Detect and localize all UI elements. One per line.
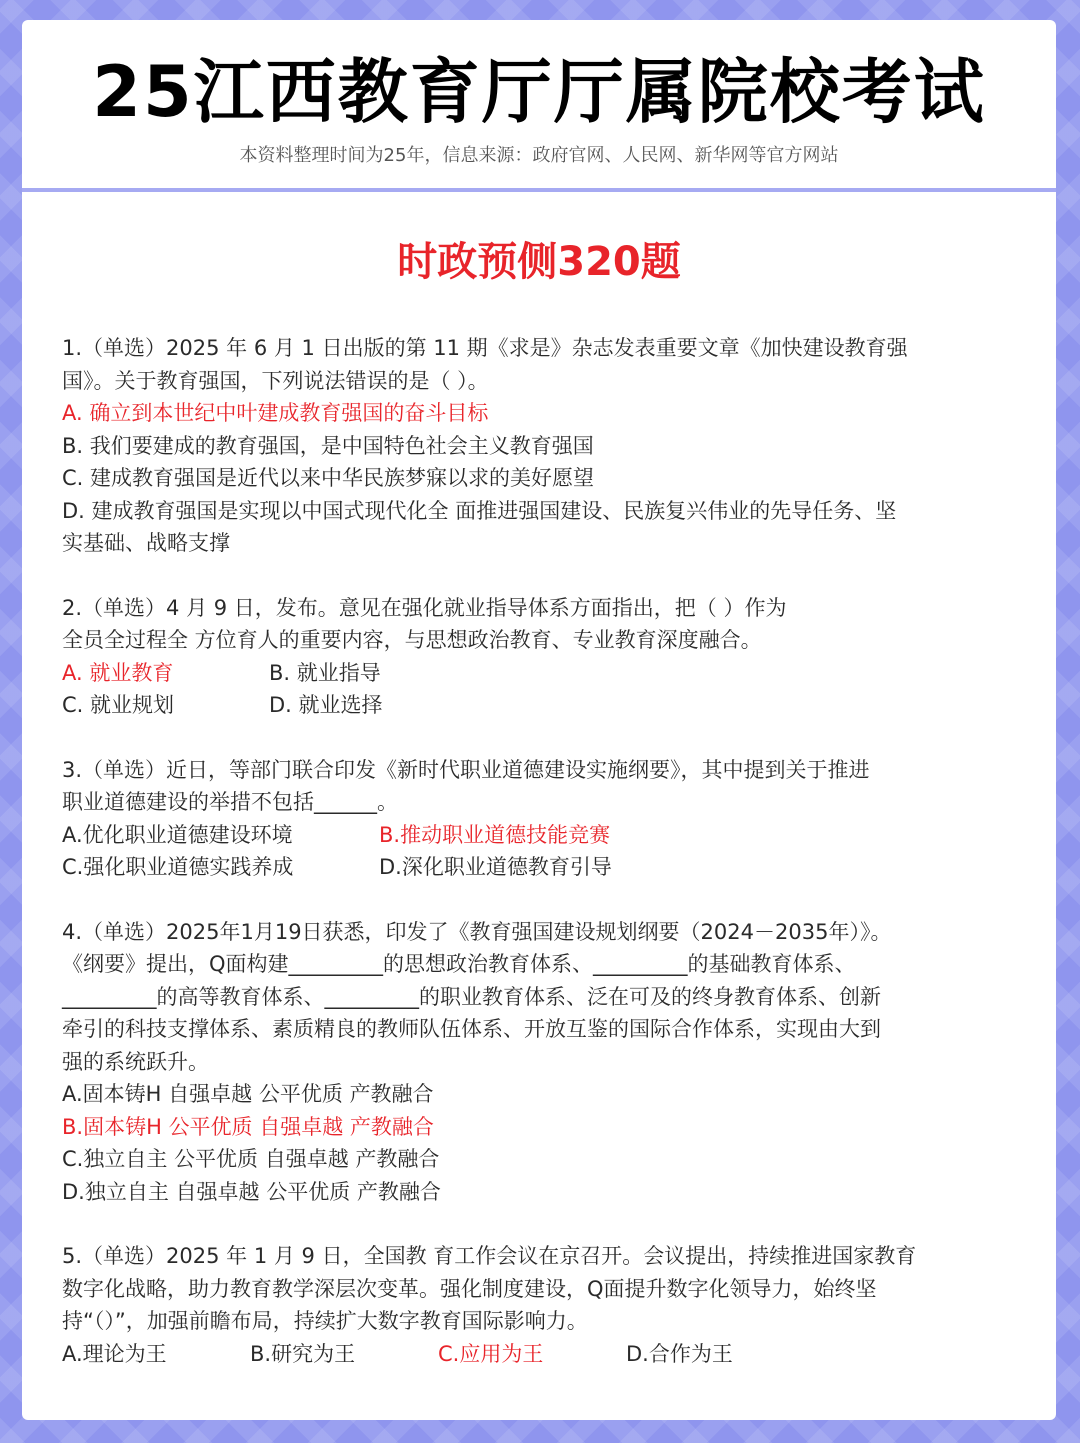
question-text-line: 职业道德建设的举措不包括______。 bbox=[62, 790, 398, 814]
question-text-line: 4.（单选）2025年1月19日获悉，印发了《教育强国建设规划纲要（2024－2035年）》。 bbox=[62, 919, 892, 944]
option-b: B. 我们要建成的教育强国，是中国特色社会主义教育强国 bbox=[62, 433, 594, 458]
question-text-line: 5.（单选）2025 年 1 月 9 日，全国教 育工作会议在京召开。会议提出，持续推进国家教育 bbox=[62, 1244, 917, 1268]
question-text-line: 强的系统跃升。 bbox=[62, 1049, 209, 1074]
option-b: B. 就业指导 bbox=[269, 660, 381, 685]
option-b: B.研究为王 bbox=[250, 1341, 356, 1366]
question-2 bbox=[62, 592, 1016, 722]
option-row bbox=[62, 689, 1016, 722]
option-d-continued: 实基础、战略支撑 bbox=[62, 531, 230, 555]
option-a: A.理论为王 bbox=[62, 1341, 167, 1366]
question-text-line: _________的高等教育体系、_________的职业教育体系、泛在可及的终身教育体系、创新 bbox=[62, 984, 881, 1009]
section-title: 时政预侧320题 bbox=[397, 239, 681, 285]
option-b-correct: B.固本铸H 公平优质 自强卓越 产教融合 bbox=[62, 1114, 434, 1139]
option-d: D. 就业选择 bbox=[269, 693, 383, 717]
question-3 bbox=[62, 754, 1016, 884]
question-1 bbox=[62, 332, 1016, 560]
page-card bbox=[22, 20, 1056, 1420]
question-text-line: 数字化战略，助力教育教学深层次变革。强化制度建设，Q面提升数字化领导力，始终坚 bbox=[62, 1276, 877, 1301]
question-5 bbox=[62, 1240, 1016, 1370]
question-list bbox=[22, 332, 1056, 1370]
option-b-correct: B.推动职业道德技能竞赛 bbox=[379, 822, 611, 847]
page-title: 25江西教育厅厅属院校考试 bbox=[92, 51, 986, 133]
option-c-correct: C.应用为王 bbox=[438, 1341, 544, 1366]
question-text-line: 牵引的科技支撑体系、素质精良的教师队伍体系、开放互鉴的国际合作体系，实现由大到 bbox=[62, 1017, 881, 1041]
option-d: D.深化职业道德教育引导 bbox=[379, 855, 612, 879]
option-c: C.强化职业道德实践养成 bbox=[62, 855, 294, 879]
option-c: C. 就业规划 bbox=[62, 693, 175, 717]
question-text-line: 2.（单选）4 月 9 日，发布。意见在强化就业指导体系方面指出，把（ ）作为 bbox=[62, 595, 787, 620]
option-c: C.独立自主 公平优质 自强卓越 产教融合 bbox=[62, 1147, 440, 1171]
option-row bbox=[62, 1338, 1016, 1371]
source-note: 本资料整理时间为25年，信息来源：政府官网、人民网、新华网等官方网站 bbox=[239, 145, 839, 166]
question-text-line: 《纲要》提出，Q面构建_________的思想政治教育体系、_________的基础教育体系、 bbox=[62, 952, 856, 976]
option-c: C. 建成教育强国是近代以来中华民族梦寐以求的美好愿望 bbox=[62, 466, 595, 490]
option-a: A.优化职业道德建设环境 bbox=[62, 822, 293, 847]
option-a-correct: A. 就业教育 bbox=[62, 660, 174, 685]
question-text-line: 国》。关于教育强国，下列说法错误的是（ ）。 bbox=[62, 368, 489, 393]
question-text-line: 全员全过程全 方位育人的重要内容，与思想政治教育、专业教育深度融合。 bbox=[62, 628, 762, 652]
question-text-line: 持“（）”，加强前瞻布局，持续扩大数字教育国际影响力。 bbox=[62, 1309, 588, 1333]
question-text-line: 1.（单选）2025 年 6 月 1 日出版的第 11 期《求是》杂志发表重要文章《加快建设教育强 bbox=[62, 336, 908, 360]
option-row bbox=[62, 819, 1016, 852]
header-divider bbox=[22, 188, 1056, 192]
option-a: A.固本铸H 自强卓越 公平优质 产教融合 bbox=[62, 1082, 434, 1106]
option-d: D.独立自主 自强卓越 公平优质 产教融合 bbox=[62, 1179, 441, 1204]
option-a-correct: A. 确立到本世纪中叶建成教育强国的奋斗目标 bbox=[62, 401, 489, 425]
option-row bbox=[62, 851, 1016, 884]
question-4 bbox=[62, 916, 1016, 1209]
option-d: D.合作为王 bbox=[626, 1341, 733, 1366]
option-row bbox=[62, 657, 1016, 690]
option-d: D. 建成教育强国是实现以中国式现代化全 面推进强国建设、民族复兴伟业的先导任务、坚 bbox=[62, 498, 897, 523]
header bbox=[22, 20, 1056, 188]
question-text-line: 3.（单选）近日，等部门联合印发《新时代职业道德建设实施纲要》，其中提到关于推进 bbox=[62, 757, 870, 782]
